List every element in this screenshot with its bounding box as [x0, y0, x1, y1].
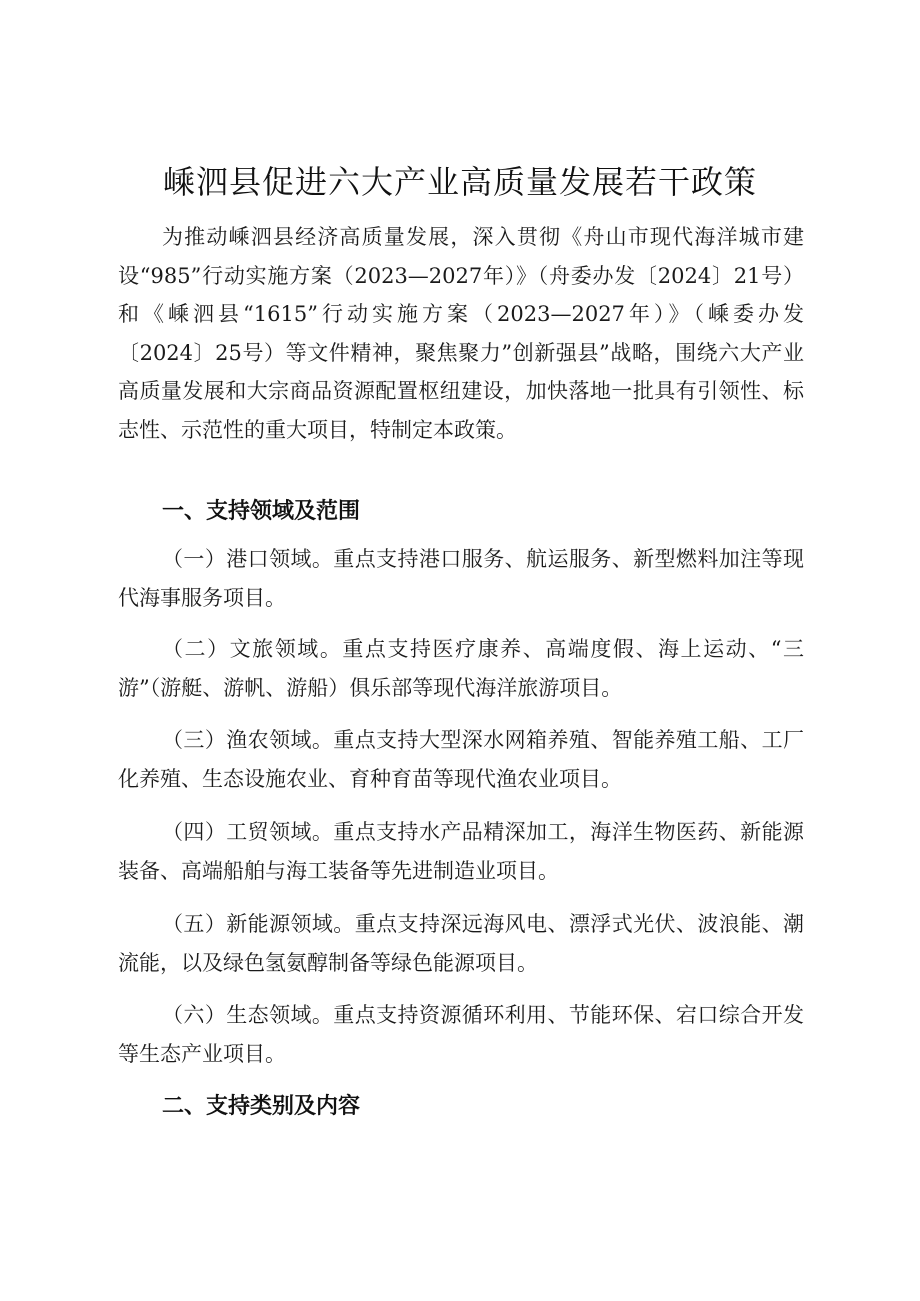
section1-item-4: （四）工贸领域。重点支持水产品精深加工，海洋生物医药、新能源装备、高端船舶与海工装备等先进制造业项目。 — [118, 820, 804, 883]
document-title: 嵊泗县促进六大产业高质量发展若干政策 — [162, 163, 757, 201]
section1-item-6: （六）生态领域。重点支持资源循环利用、节能环保、宕口综合开发等生态产业项目。 — [118, 1003, 804, 1066]
intro-paragraph: 为推动嵊泗县经济高质量发展，深入贯彻《舟山市现代海洋城市建设“985”行动实施方案（2023—2027年）》（舟委办发〔2024〕21号）和《嵊泗县“1615”行动实施方案（2023—2027年）》（嵊委办发〔2024〕25号）等文件精神，聚焦聚力”创新强县”战略，围绕六大产业高质量发展和大宗商品资源配置枢纽建设，加快落地一批具有引领性、标志性、示范性的重大项目，特制定本政策。 — [118, 225, 804, 442]
section-heading-2: 二、支持类别及内容 — [162, 1094, 361, 1119]
section1-item-5: （五）新能源领域。重点支持深远海风电、漂浮式光伏、波浪能、潮流能，以及绿色氢氨醇制备等绿色能源项目。 — [118, 912, 804, 975]
section1-item-1: （一）港口领域。重点支持港口服务、航运服务、新型燃料加注等现代海事服务项目。 — [118, 547, 804, 610]
section1-item-3: （三）渔农领域。重点支持大型深水网箱养殖、智能养殖工船、工厂化养殖、生态设施农业、育种育苗等现代渔农业项目。 — [118, 728, 804, 791]
section-heading-1: 一、支持领域及范围 — [162, 499, 361, 524]
section1-item-2: （二）文旅领域。重点支持医疗康养、高端度假、海上运动、“三游”（游艇、游帆、游船）俱乐部等现代海洋旅游项目。 — [118, 637, 804, 700]
